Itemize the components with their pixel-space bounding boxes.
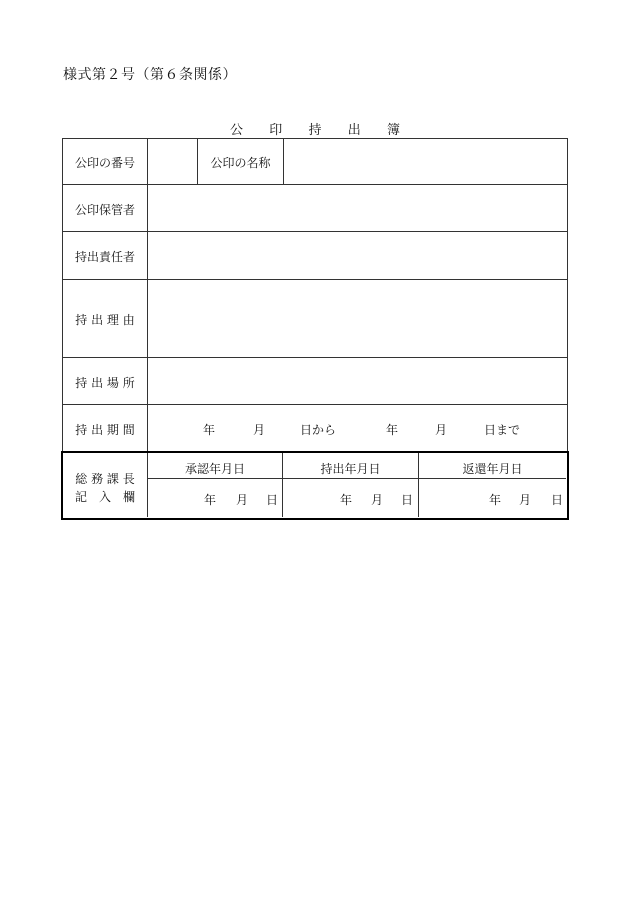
seal-name-label: 公印の名称 <box>210 156 271 170</box>
table-border-left <box>62 138 63 453</box>
checkout-month: 月 <box>371 493 384 507</box>
checkout-day: 日 <box>401 493 414 507</box>
seal-name-field[interactable] <box>284 139 567 184</box>
table-border-right <box>567 138 568 453</box>
seal-number-label: 公印の番号 <box>74 156 135 170</box>
period-day-from: 日から <box>300 423 337 437</box>
manager-label-line1: 総 務 課 長 <box>75 472 135 486</box>
reason-label: 持 出 理 由 <box>75 313 135 327</box>
period-day-until: 日まで <box>484 423 521 437</box>
period-month-start: 月 <box>253 423 266 437</box>
approval-year: 年 <box>204 493 217 507</box>
checkout-year: 年 <box>340 493 353 507</box>
responsible-field[interactable] <box>148 232 567 279</box>
manager-label-line2: 記 入 欄 <box>74 490 135 504</box>
reason-field[interactable] <box>148 280 567 357</box>
checkout-date-header: 持出年月日 <box>320 462 381 476</box>
custodian-label: 公印保管者 <box>74 203 135 217</box>
title-char: 公 <box>230 123 244 138</box>
manager-header-divider <box>148 478 566 479</box>
period-label: 持 出 期 間 <box>75 423 135 437</box>
form-number: 様式第２号（第６条関係） <box>63 67 237 83</box>
approval-month: 月 <box>236 493 249 507</box>
return-date-header: 返還年月日 <box>462 462 523 476</box>
period-year-start: 年 <box>203 423 216 437</box>
responsible-label: 持出責任者 <box>74 250 135 264</box>
return-year: 年 <box>489 493 502 507</box>
period-year-end: 年 <box>386 423 399 437</box>
approval-date-header: 承認年月日 <box>184 462 245 476</box>
return-month: 月 <box>519 493 532 507</box>
page-title <box>230 119 400 138</box>
title-char: 印 <box>269 123 283 138</box>
place-field[interactable] <box>148 358 567 404</box>
return-day: 日 <box>551 493 564 507</box>
approval-day: 日 <box>266 493 279 507</box>
custodian-field[interactable] <box>148 185 567 231</box>
title-char: 簿 <box>386 123 400 138</box>
period-month-end: 月 <box>435 423 448 437</box>
title-char: 持 <box>308 123 322 138</box>
place-label: 持 出 場 所 <box>75 376 135 390</box>
seal-number-field[interactable] <box>148 139 197 184</box>
title-char: 出 <box>347 123 361 138</box>
